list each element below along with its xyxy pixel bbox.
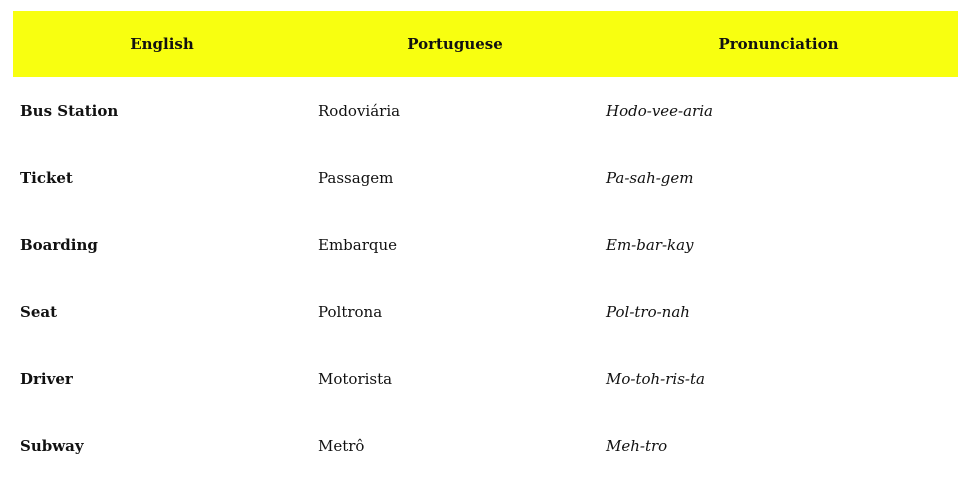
table-row xyxy=(13,345,958,412)
pronunciation-cell: Pol-tro-nah xyxy=(606,302,690,321)
english-cell: Bus Station xyxy=(20,101,119,120)
table-row xyxy=(13,144,958,211)
table-row xyxy=(13,278,958,345)
portuguese-cell: Motorista xyxy=(318,369,393,388)
pronunciation-cell: Meh-tro xyxy=(606,436,668,455)
vocabulary-table xyxy=(13,11,958,479)
pronunciation-cell: Pa-sah-gem xyxy=(606,168,694,187)
pronunciation-cell: Mo-toh-ris-ta xyxy=(606,369,705,388)
table-row xyxy=(13,211,958,278)
table-body xyxy=(13,77,958,479)
header-pronunciation: Pronunciation xyxy=(718,35,839,53)
pronunciation-cell: Hodo-vee-aria xyxy=(606,101,713,120)
english-cell: Seat xyxy=(20,302,58,321)
english-cell: Driver xyxy=(20,369,73,388)
header-row xyxy=(13,11,958,77)
table-row xyxy=(13,412,958,479)
table-header xyxy=(13,11,958,77)
portuguese-cell: Embarque xyxy=(318,235,398,254)
pronunciation-cell: Em-bar-kay xyxy=(606,235,694,254)
english-cell: Ticket xyxy=(20,168,73,187)
english-cell: Boarding xyxy=(20,235,98,254)
table-row xyxy=(13,77,958,144)
portuguese-cell: Poltrona xyxy=(318,302,383,321)
header-portuguese: Portuguese xyxy=(407,35,503,53)
header-english: English xyxy=(130,35,194,53)
portuguese-cell: Passagem xyxy=(318,168,394,187)
english-cell: Subway xyxy=(20,436,84,455)
portuguese-cell: Rodoviária xyxy=(318,101,401,120)
portuguese-cell: Metrô xyxy=(318,436,365,455)
